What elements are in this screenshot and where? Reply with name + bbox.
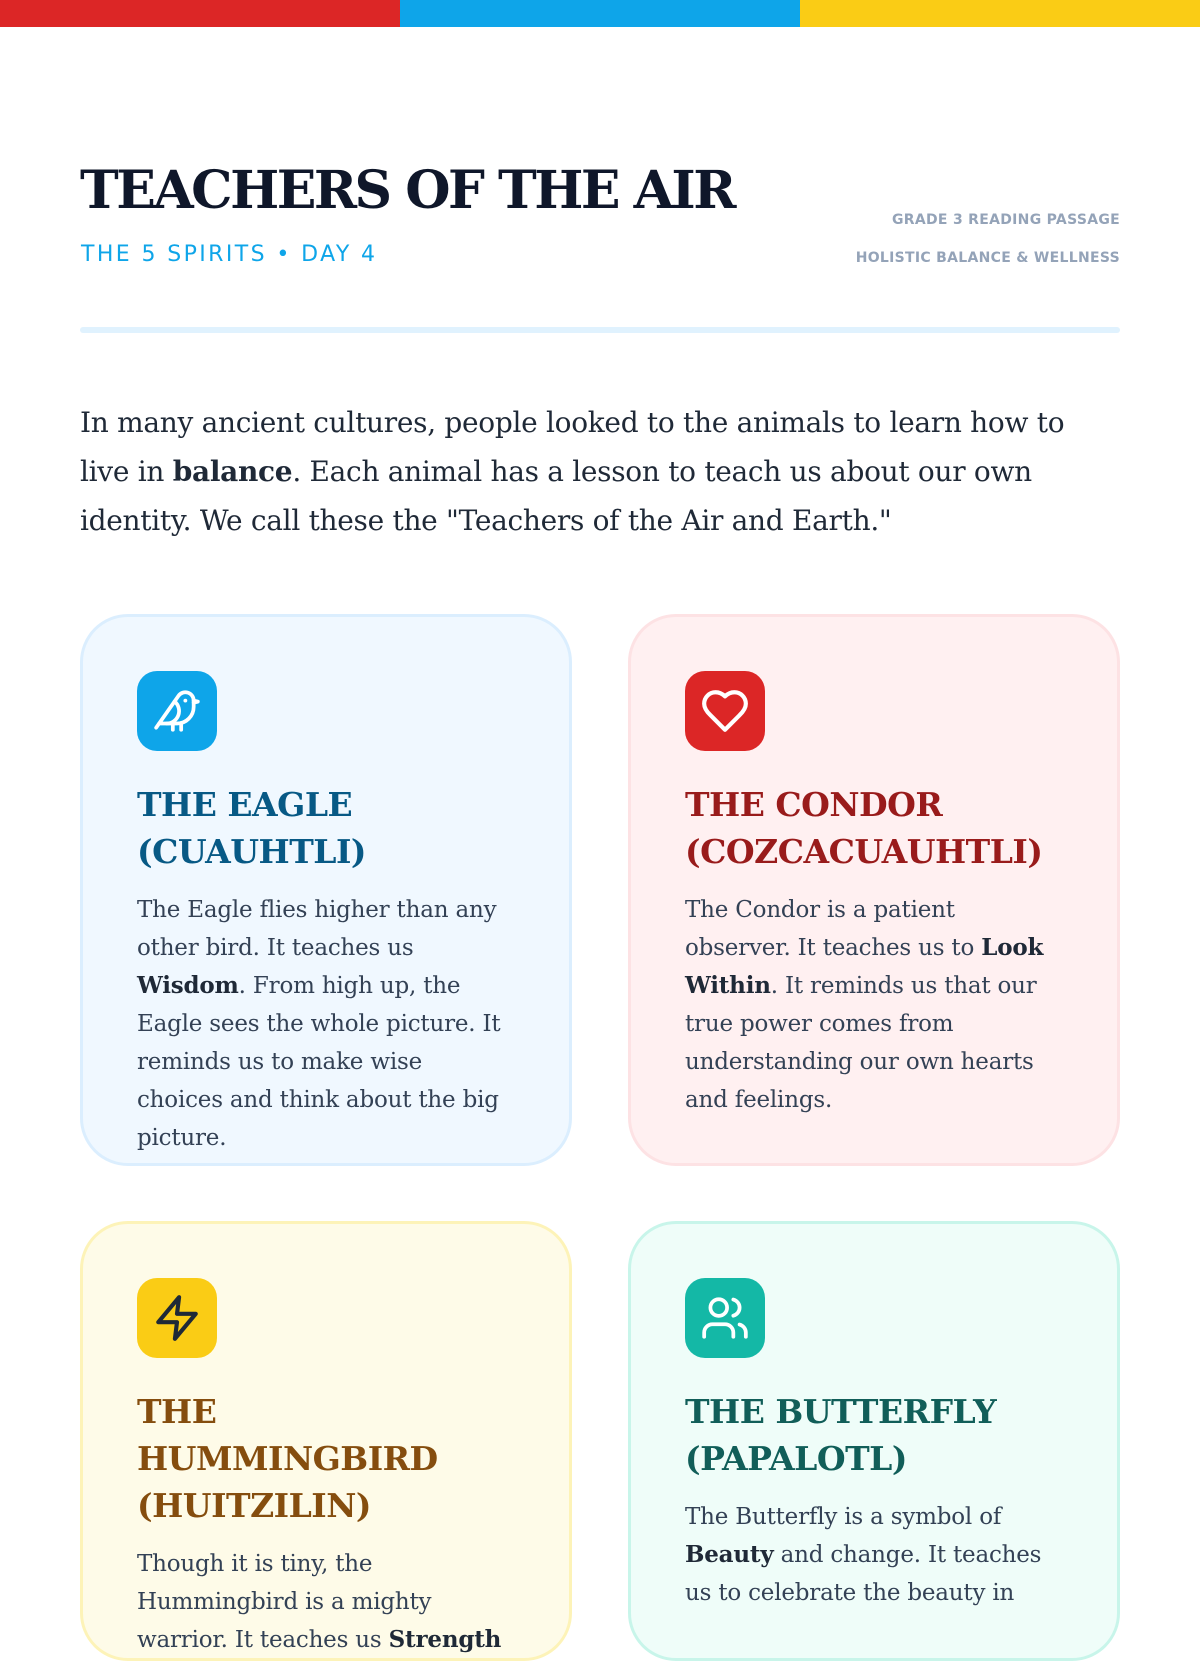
header-divider: [80, 327, 1120, 333]
heart-icon: [685, 671, 765, 751]
card-text-before: Though it is tiny, the Hummingbird is a mighty warrior. It teaches us: [137, 1551, 432, 1653]
card-butterfly: [628, 1221, 1120, 1661]
card-keyword: Beauty: [685, 1541, 774, 1568]
card-hummingbird: [80, 1221, 572, 1661]
card-text-after: and change. It teaches us to celebrate the beauty in: [685, 1542, 1042, 1606]
card-text-before: The Butterfly is a symbol of: [685, 1504, 1002, 1530]
card-keyword: Look Within: [685, 934, 1044, 999]
card-title: [685, 781, 1061, 875]
card-eagle: [80, 614, 572, 1166]
card-title-line1: THE HUMMINGBIRD: [137, 1392, 438, 1478]
card-keyword: Wisdom: [137, 972, 239, 999]
color-bar-yellow: [800, 0, 1200, 27]
card-title: [137, 781, 513, 875]
lightning-icon: [137, 1278, 217, 1358]
card-title-line2: (HUITZILIN): [137, 1486, 372, 1525]
card-title-line1: THE CONDOR: [685, 785, 943, 824]
intro-bold-word: balance: [172, 455, 293, 488]
card-text-after: . It reminds us that our true power comes from understanding our own hearts and feelings.: [685, 973, 1037, 1113]
page-subtitle: THE 5 SPIRITS • DAY 4: [81, 242, 378, 267]
card-title: [685, 1388, 1061, 1482]
color-bar-blue: [400, 0, 800, 27]
card-body: [137, 891, 513, 1157]
card-body: [685, 891, 1061, 1119]
page-title: TEACHERS OF THE AIR: [80, 160, 734, 221]
card-title-line2: (CUAUHTLI): [137, 832, 367, 871]
grade-label: GRADE 3 READING PASSAGE: [891, 212, 1120, 228]
card-body: [685, 1498, 1061, 1612]
card-text-before: The Condor is a patient observer. It teaches us to: [685, 897, 982, 961]
color-bar-red: [0, 0, 400, 27]
card-text-after: . From high up, the Eagle sees the whole picture. It reminds us to make wise choices and think about the big picture.: [137, 973, 501, 1151]
card-keyword: Strength: [388, 1626, 502, 1653]
intro-text-1: In many ancient cultures, people looked to the animals to learn how to live in: [80, 406, 1065, 488]
card-title-line2: (COZCACUAUHTLI): [685, 832, 1043, 871]
card-text-before: The Eagle flies higher than any other bird. It teaches us: [137, 897, 497, 961]
card-title-line2: (PAPALOTL): [685, 1439, 907, 1478]
top-color-bar: [0, 0, 1200, 27]
card-condor: [628, 614, 1120, 1166]
card-body: [137, 1545, 513, 1659]
topic-label: HOLISTIC BALANCE & WELLNESS: [855, 250, 1120, 266]
card-title-line1: THE BUTTERFLY: [685, 1392, 997, 1431]
card-title: [137, 1388, 513, 1529]
bird-icon: [137, 671, 217, 751]
intro-text-2: . Each animal has a lesson to teach us about our own identity. We call these the "Teachers of the Air and Earth.": [80, 455, 1032, 537]
users-icon: [685, 1278, 765, 1358]
card-title-line1: THE EAGLE: [137, 785, 353, 824]
intro-paragraph: [80, 398, 1120, 545]
